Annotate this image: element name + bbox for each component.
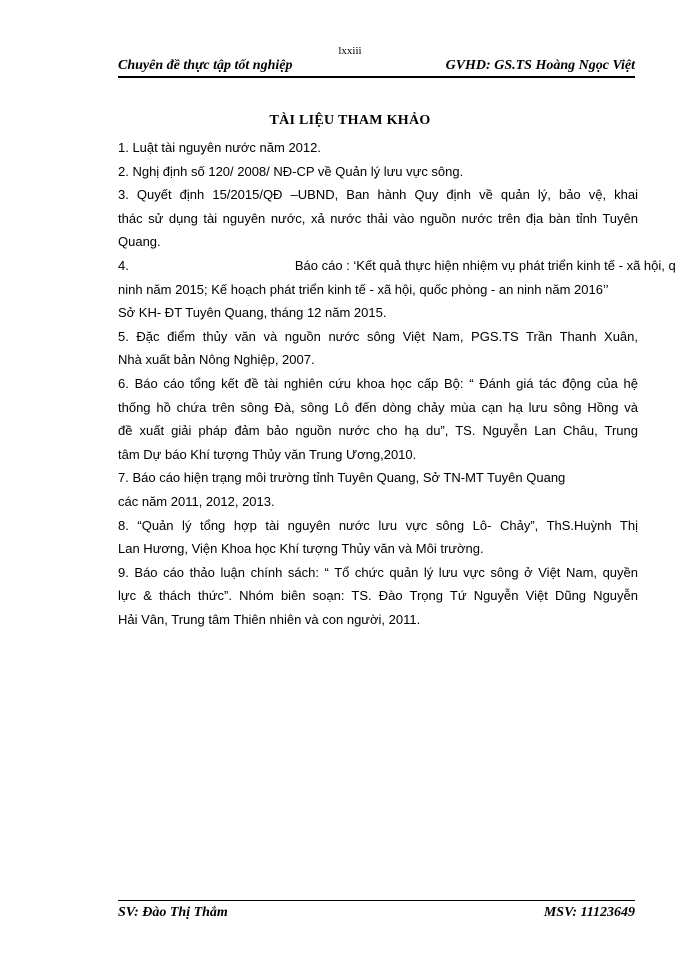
reference-line: các năm 2011, 2012, 2013. <box>118 493 275 509</box>
reference-number: 4. <box>118 257 129 273</box>
reference-line: 3. Quyết định 15/2015/QĐ –UBND, Ban hành Quy định về quản lý, bảo vệ, khai <box>118 187 638 203</box>
reference-list <box>118 136 676 631</box>
reference-item <box>118 372 638 466</box>
reference-line: Lan Hương, Viện Khoa học Khí tượng Thủy văn và Môi trường. <box>118 541 484 557</box>
reference-line <box>118 254 676 278</box>
reference-line: lực & thách thức”. Nhóm biên soạn: TS. Đào Trọng Tứ Nguyễn Việt Dũng Nguyễn <box>118 588 638 604</box>
page-footer <box>118 900 635 921</box>
reference-line: 6. Báo cáo tổng kết đề tài nghiên cứu khoa học cấp Bộ: “ Đánh giá tác động của hệ <box>118 375 638 391</box>
reference-line: 2. Nghị định số 120/ 2008/ NĐ-CP về Quản lý lưu vực sông. <box>118 163 464 179</box>
reference-item <box>118 325 638 372</box>
reference-item <box>118 561 638 632</box>
reference-line: 8. “Quản lý tổng hợp tài nguyên nước lưu vực sông Lô- Chảy”, ThS.Huỳnh Thị <box>118 517 638 533</box>
reference-line: ninh năm 2015; Kế hoạch phát triển kinh tế - xã hội, quốc phòng - an ninh năm 2016’’ <box>118 281 609 297</box>
reference-item <box>118 160 638 184</box>
header-right-text: GVHD: GS.TS Hoàng Ngọc Việt <box>445 58 635 73</box>
page-header <box>118 58 635 78</box>
reference-line: đề xuất giải pháp đảm bảo nguồn nước cho hạ du”, TS. Nguyễn Lan Châu, Trung <box>118 423 638 439</box>
reference-item <box>118 254 676 325</box>
reference-item <box>118 514 638 561</box>
reference-line: 1. Luật tài nguyên nước năm 2012. <box>118 140 321 155</box>
reference-line: Nhà xuất bản Nông Nghiệp, 2007. <box>118 352 315 368</box>
reference-line: Quang. <box>118 234 161 250</box>
page-title: TÀI LIỆU THAM KHẢO <box>269 113 431 128</box>
header-left-text: Chuyên đề thực tập tốt nghiệp <box>118 58 293 73</box>
reference-line: 7. Báo cáo hiện trạng môi trường tỉnh Tuyên Quang, Sở TN-MT Tuyên Quang <box>118 470 566 486</box>
reference-line-text: Báo cáo : ‘Kết quả thực hiện nhiệm vụ phát triển kinh tế - xã hội, q <box>294 257 676 273</box>
reference-line: thống hồ chứa trên sông Đà, sông Lô đến dòng chảy mùa cạn hạ lưu sông Hồng và <box>118 399 638 415</box>
footer-right-text: MSV: 11123649 <box>543 905 635 920</box>
reference-line: 5. Đặc điểm thủy văn và nguồn nước sông Việt Nam, PGS.TS Trần Thanh Xuân, <box>118 328 638 344</box>
reference-line: thác sử dụng tài nguyên nước, xả nước thải vào nguồn nước trên địa bàn tỉnh Tuyên <box>118 210 638 226</box>
reference-item <box>118 136 638 160</box>
reference-line: Sở KH- ĐT Tuyên Quang, tháng 12 năm 2015. <box>118 305 387 321</box>
reference-line: Hải Vân, Trung tâm Thiên nhiên và con người, 2011. <box>118 611 421 627</box>
page-number: lxxiii <box>338 45 362 57</box>
reference-item <box>118 183 638 254</box>
reference-item <box>118 466 638 513</box>
reference-line: 9. Báo cáo thảo luận chính sách: “ Tổ chức quản lý lưu vực sông ở Việt Nam, quyền <box>118 564 638 580</box>
footer-left-text: SV: Đào Thị Thắm <box>118 905 228 920</box>
reference-line: tâm Dự báo Khí tượng Thủy văn Trung Ương,2010. <box>118 446 417 462</box>
